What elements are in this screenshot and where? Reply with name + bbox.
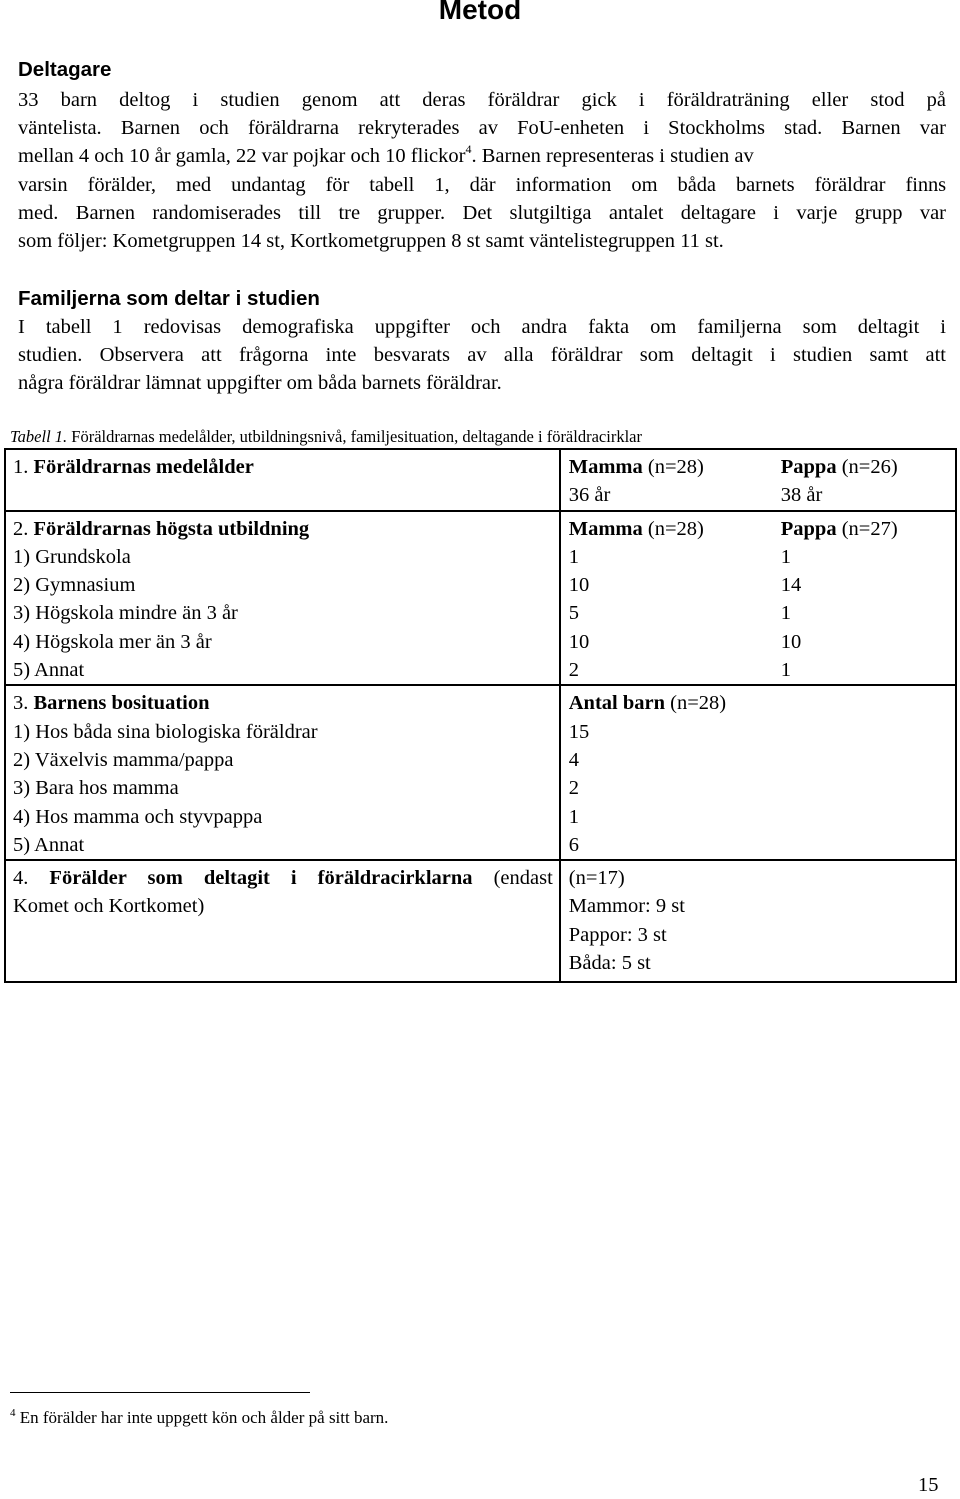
table-row <box>5 685 956 860</box>
antal-n: (n=28) <box>665 692 727 715</box>
paragraph-line <box>18 142 946 170</box>
paragraph-familjerna <box>18 313 946 398</box>
item-value: Pappor: 3 st <box>568 923 667 946</box>
footnote-mark: 4 <box>10 1407 16 1419</box>
pappa-header <box>781 453 898 481</box>
value-row <box>569 628 955 656</box>
row-title <box>13 512 559 543</box>
paragraph-line: som följer: Kometgruppen 14 st, Kortkometgruppen 8 st samt väntelistegruppen 11 st. <box>18 230 724 253</box>
mamma-n: (n=28) <box>642 456 704 478</box>
table-cell <box>560 860 956 982</box>
row-title <box>13 450 559 481</box>
table-cell <box>5 511 560 686</box>
row-number: 2. <box>13 517 34 540</box>
item-label: 3) Högskola mindre än 3 år <box>13 602 238 625</box>
item-label: 5) Annat <box>13 833 85 856</box>
row-number: 4. <box>13 867 50 890</box>
mamma-header <box>569 453 781 481</box>
paragraph-text: med. Barnen randomiserades till tre grupper. <box>18 201 446 224</box>
value-row <box>569 571 955 599</box>
row-title <box>13 686 559 717</box>
paragraph-line: varsin förälder, med undantag för tabell 1, där information om båda barnets föräldrar finns <box>18 173 946 196</box>
item-label: 4) Hos mamma och styvpappa <box>13 805 263 828</box>
value-row <box>569 599 955 627</box>
antal-label: Antal barn <box>568 692 666 715</box>
pappa-value: 1 <box>780 545 791 568</box>
page-number: 15 <box>918 1474 939 1496</box>
table-cell <box>5 860 560 982</box>
item-label: 2) Gymnasium <box>13 574 136 597</box>
table-cell <box>5 685 560 860</box>
footnote-text: En förälder har inte uppgett kön och ålder på sitt barn. <box>15 1408 389 1427</box>
table-cell <box>560 449 956 511</box>
row-title <box>13 861 559 892</box>
row-title-text: Föräldrarnas högsta utbildning <box>33 517 310 540</box>
table-cell <box>560 685 956 860</box>
pappa-n: (n=27) <box>836 517 898 540</box>
page-title: Metod <box>438 0 522 25</box>
item-value: 6 <box>568 833 579 856</box>
column-headers <box>569 512 955 543</box>
pappa-value: 1 <box>780 602 791 625</box>
mamma-header <box>569 515 781 543</box>
pappa-label: Pappa <box>780 517 837 540</box>
value-row <box>569 656 955 684</box>
pappa-n: (n=26) <box>836 456 898 478</box>
pappa-value: 14 <box>780 574 802 597</box>
row-number: 1. <box>13 456 34 478</box>
paragraph-text: mellan 4 och 10 år gamla, 22 var pojkar och 10 flickor <box>18 145 466 168</box>
item-label: 1) Hos båda sina biologiska föräldrar <box>13 720 318 743</box>
table-row <box>5 511 956 686</box>
demographics-table <box>4 448 957 983</box>
mamma-value: 2 <box>568 659 579 682</box>
mamma-value: 5 <box>568 602 579 625</box>
mamma-value: 1 <box>568 545 579 568</box>
row-title-suffix: (endast <box>472 867 553 890</box>
item-value: Båda: 5 st <box>568 952 651 975</box>
item-value: 1 <box>568 805 579 828</box>
paragraph-line: I tabell 1 redovisas demografiska uppgifter och andra fakta om familjerna som deltagit i <box>18 316 946 338</box>
pappa-header <box>781 515 898 543</box>
mamma-label: Mamma <box>568 456 643 478</box>
table-row <box>5 449 956 511</box>
pappa-value: 1 <box>780 659 791 682</box>
pappa-value: 38 år <box>780 484 823 507</box>
value-row <box>569 481 955 509</box>
item-value: 2 <box>568 777 579 800</box>
column-headers <box>569 450 955 481</box>
item-label: 5) Annat <box>13 659 85 682</box>
paragraph-line: några föräldrar lämnat uppgifter om båda barnets föräldrar. <box>18 372 502 395</box>
section-heading-familjerna: Familjerna som deltar i studien <box>18 287 320 310</box>
paragraph-deltagare <box>18 86 946 255</box>
caption-label: Tabell 1. <box>10 427 68 446</box>
footnote-reference: 4 <box>465 142 472 157</box>
item-label: 2) Växelvis mamma/pappa <box>13 748 234 771</box>
value-row <box>569 543 955 571</box>
mamma-value: 36 år <box>568 484 611 507</box>
item-value: 15 <box>568 720 590 743</box>
footnote <box>10 1405 388 1431</box>
item-value: Mammor: 9 st <box>568 895 685 918</box>
caption-text: Föräldrarnas medelålder, utbildningsnivå, familjesituation, deltagande i föräldracirklar <box>67 427 642 446</box>
item-label: 4) Högskola mer än 3 år <box>13 630 212 653</box>
item-value: 4 <box>568 748 579 771</box>
paragraph-line <box>18 199 946 227</box>
pappa-label: Pappa <box>780 456 837 478</box>
table-cell <box>5 449 560 511</box>
paragraph-line: väntelista. Barnen och föräldrarna rekryterades av FoU-enheten i Stockholms stad. Barnen var <box>18 117 946 140</box>
row-title-text: Barnens bosituation <box>33 692 210 715</box>
row-title-text: Föräldrarnas medelålder <box>33 456 254 478</box>
row-title-text: Förälder som deltagit i föräldracirklarna <box>49 867 473 890</box>
paragraph-line: 33 barn deltog i studien genom att deras föräldrar gick i föräldraträning eller stod på <box>18 89 946 111</box>
mamma-label: Mamma <box>568 517 643 540</box>
mamma-value: 10 <box>568 574 590 597</box>
mamma-n: (n=28) <box>642 517 704 540</box>
section-heading-deltagare: Deltagare <box>18 58 112 81</box>
pappa-value: 10 <box>780 630 802 653</box>
table-cell <box>560 511 956 686</box>
item-value: (n=17) <box>568 867 625 890</box>
table-row <box>5 860 956 982</box>
paragraph-line: studien. Observera att frågorna inte besvarats av alla föräldrar som deltagit i studien samt att <box>18 344 946 367</box>
paragraph-text: . Barnen representeras i studien av <box>471 145 754 168</box>
item-label: 1) Grundskola <box>13 545 131 568</box>
table-caption <box>10 426 642 448</box>
mamma-value: 10 <box>568 630 590 653</box>
paragraph-text: Det slutgiltiga antalet deltagare i varje grupp var <box>445 201 946 224</box>
row-number: 3. <box>13 692 34 715</box>
antal-header <box>569 686 955 717</box>
item-label: 3) Bara hos mamma <box>13 777 179 800</box>
footnote-divider <box>10 1392 310 1393</box>
row-title-continued: Komet och Kortkomet) <box>13 895 205 918</box>
